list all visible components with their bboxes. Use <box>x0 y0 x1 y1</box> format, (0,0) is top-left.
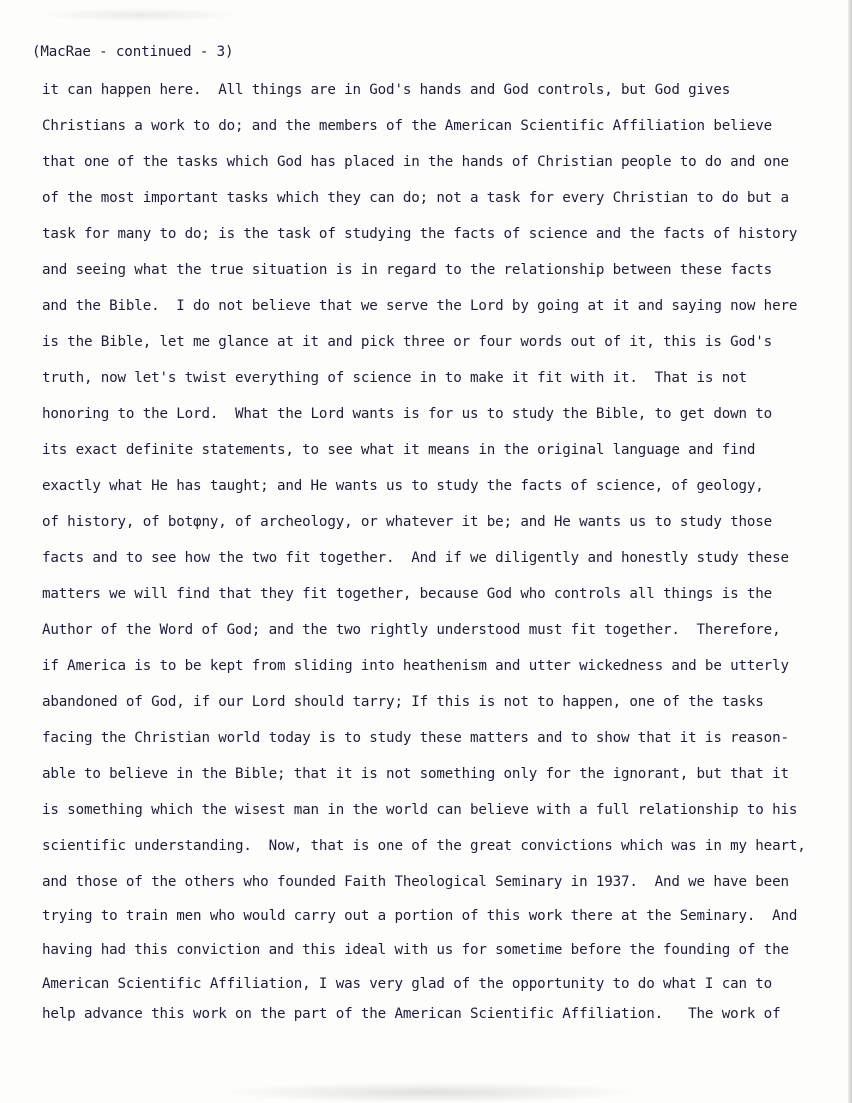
text-line: of history, of botφny, of archeology, or whatever it be; and He wants us to study those <box>42 514 773 530</box>
text-line: if America is to be kept from sliding into heathenism and utter wickedness and be utterly <box>42 658 789 674</box>
page-header: (MacRae - continued - 3) <box>32 44 234 60</box>
text-line: its exact definite statements, to see what it means in the original language and find <box>42 442 756 458</box>
scan-smudge-bottom <box>220 1082 640 1103</box>
text-line: scientific understanding. Now, that is one of the great convictions which was in my heart, <box>42 838 806 854</box>
text-line: American Scientific Affiliation, I was very glad of the opportunity to do what I can to <box>42 976 773 992</box>
text-line: task for many to do; is the task of studying the facts of science and the facts of history <box>42 226 798 242</box>
text-line: facing the Christian world today is to study these matters and to show that it is reason- <box>42 730 789 746</box>
text-line: of the most important tasks which they can do; not a task for every Christian to do but a <box>42 190 789 206</box>
text-line: able to believe in the Bible; that it is not something only for the ignorant, but that it <box>42 766 789 782</box>
text-line: that one of the tasks which God has placed in the hands of Christian people to do and one <box>42 154 789 170</box>
text-line: exactly what He has taught; and He wants us to study the facts of science, of geology, <box>42 478 764 494</box>
text-line: Author of the Word of God; and the two rightly understood must fit together. Therefore, <box>42 622 781 638</box>
text-line: trying to train men who would carry out a portion of this work there at the Seminary. And <box>42 908 798 924</box>
scan-smudge-top <box>40 8 240 22</box>
text-line: and the Bible. I do not believe that we serve the Lord by going at it and saying now here <box>42 298 798 314</box>
text-line: and those of the others who founded Faith Theological Seminary in 1937. And we have been <box>42 874 789 890</box>
text-line: facts and to see how the two fit together. And if we diligently and honestly study these <box>42 550 789 566</box>
text-line: is something which the wisest man in the world can believe with a full relationship to his <box>42 802 798 818</box>
text-line: help advance this work on the part of the American Scientific Affiliation. The work of <box>42 1006 781 1022</box>
text-line: truth, now let's twist everything of science in to make it fit with it. That is not <box>42 370 747 386</box>
scan-edge <box>848 0 852 1103</box>
text-line: and seeing what the true situation is in regard to the relationship between these facts <box>42 262 773 278</box>
text-line: abandoned of God, if our Lord should tarry; If this is not to happen, one of the tasks <box>42 694 764 710</box>
text-line: matters we will find that they fit together, because God who controls all things is the <box>42 586 773 602</box>
text-line: is the Bible, let me glance at it and pick three or four words out of it, this is God's <box>42 334 773 350</box>
text-line: it can happen here. All things are in God's hands and God controls, but God gives <box>42 82 731 98</box>
text-line: honoring to the Lord. What the Lord wants is for us to study the Bible, to get down to <box>42 406 773 422</box>
text-line: Christians a work to do; and the members of the American Scientific Affiliation believe <box>42 118 773 134</box>
text-line: having had this conviction and this ideal with us for sometime before the founding of the <box>42 942 789 958</box>
